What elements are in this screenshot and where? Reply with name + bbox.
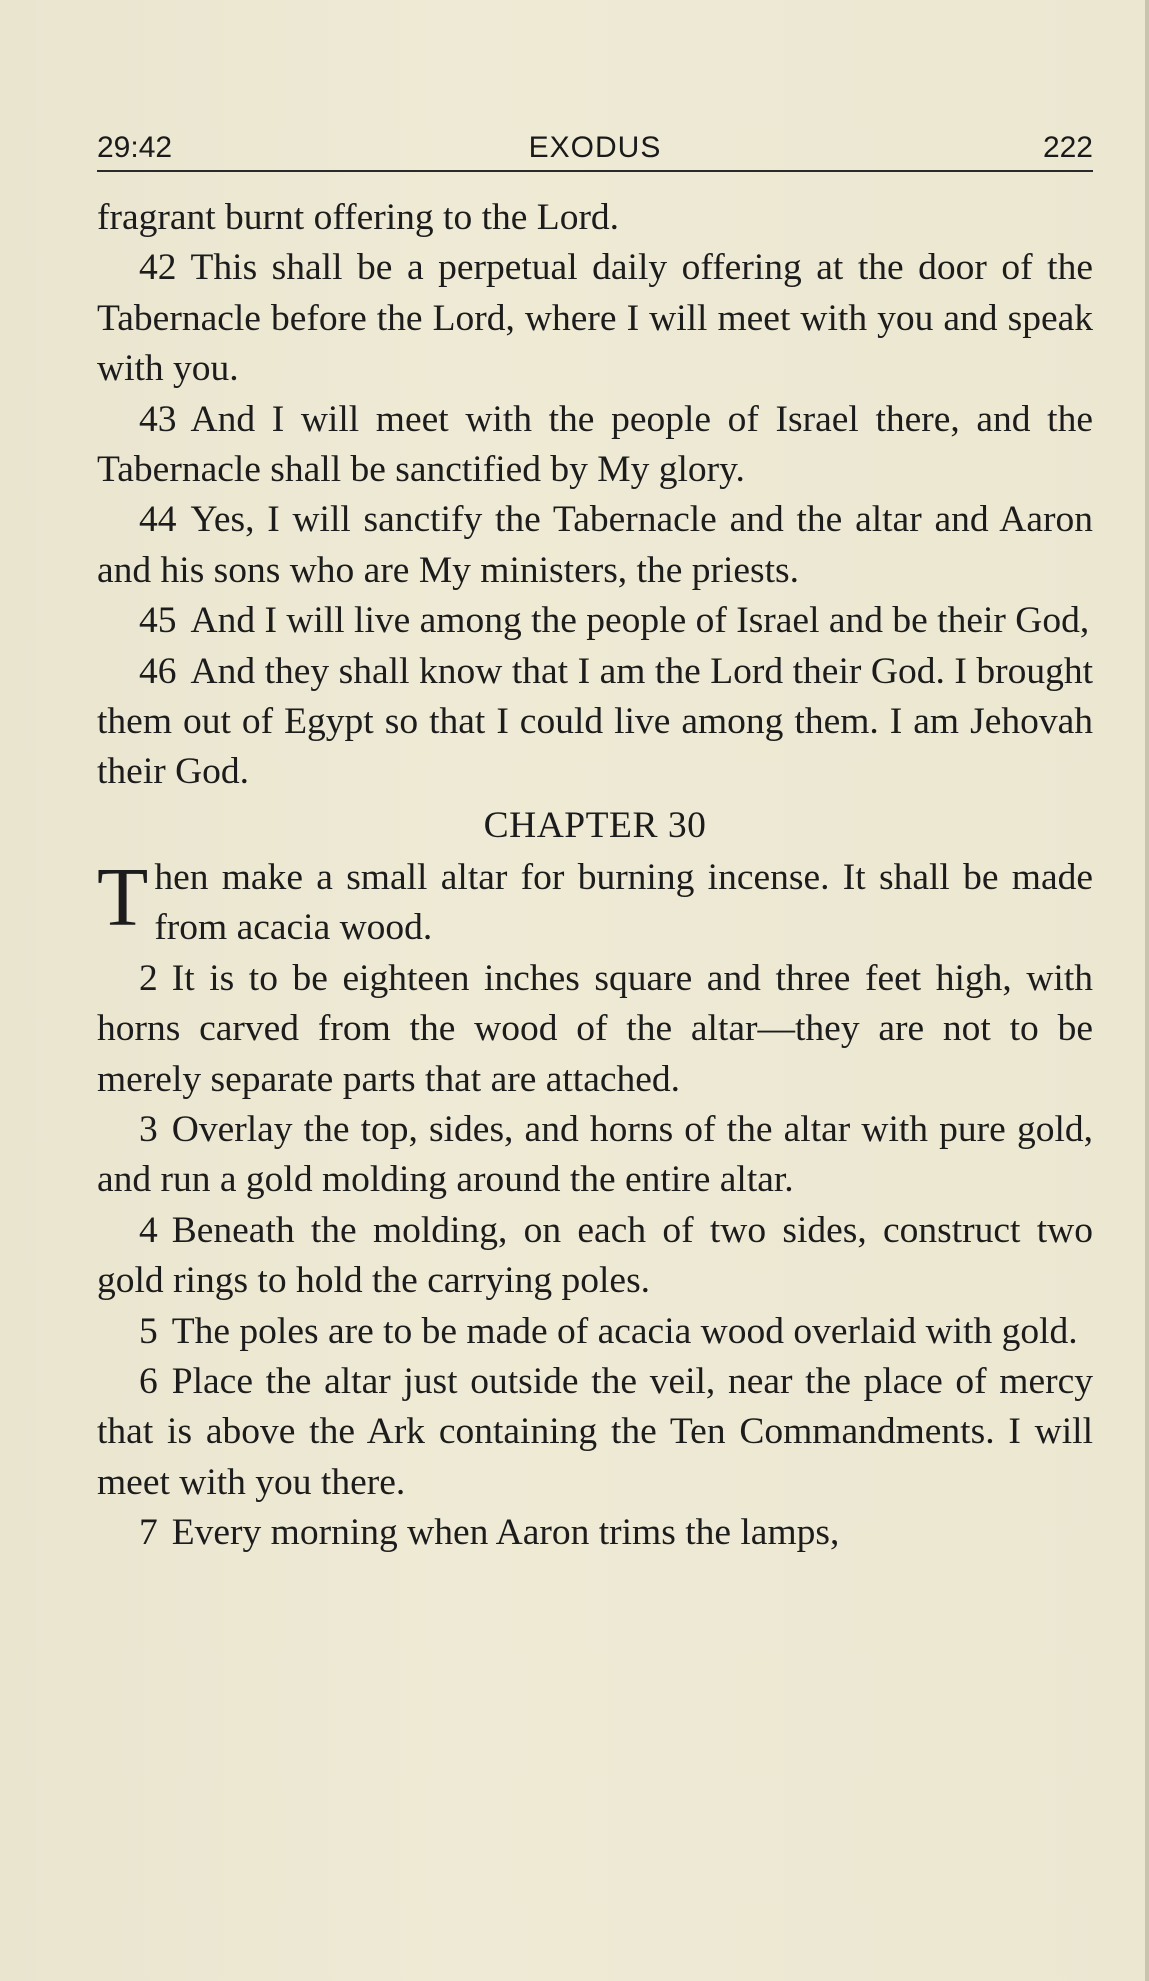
verse-text: And I will live among the people of Israel and be their God, bbox=[190, 600, 1090, 642]
verse-7 bbox=[97, 1508, 1093, 1558]
chapter-opening-text: hen make a small altar for burning incense. It shall be made from acacia wood. bbox=[154, 856, 1093, 949]
header-rule bbox=[97, 170, 1093, 172]
verse-42 bbox=[97, 243, 1093, 394]
verse-number: 4 bbox=[139, 1209, 158, 1251]
verse-6 bbox=[97, 1357, 1093, 1508]
verse-number: 45 bbox=[139, 600, 177, 642]
verse-text: Yes, I will sanctify the Tabernacle and the altar and Aaron and his sons who are My ministers, the priests. bbox=[97, 499, 1093, 591]
verse-4 bbox=[97, 1206, 1093, 1307]
verse-45 bbox=[97, 596, 1093, 646]
verse-text: Every morning when Aaron trims the lamps, bbox=[171, 1512, 840, 1554]
running-head bbox=[97, 126, 1093, 172]
verse-number: 6 bbox=[139, 1360, 158, 1402]
verse-text: Beneath the molding, on each of two sides, construct two gold rings to hold the carrying poles. bbox=[97, 1209, 1093, 1302]
verse-text: Place the altar just outside the veil, near the place of mercy that is above the Ark containing the Ten Commandments. I will meet with you there. bbox=[97, 1360, 1093, 1503]
verse-number: 5 bbox=[139, 1310, 158, 1352]
verse-5 bbox=[97, 1307, 1093, 1357]
verse-text: This shall be a perpetual daily offering at the door of the Tabernacle before the Lord, where I will meet with you and speak with you. bbox=[97, 247, 1093, 390]
verse-43 bbox=[97, 395, 1093, 496]
verse-text: Overlay the top, sides, and horns of the altar with pure gold, and run a gold molding around the entire altar. bbox=[97, 1108, 1093, 1201]
verse-46 bbox=[97, 647, 1093, 798]
page-edge bbox=[1145, 0, 1149, 1981]
verse-2 bbox=[97, 954, 1093, 1105]
verse-number: 46 bbox=[139, 650, 177, 692]
verse-number: 7 bbox=[139, 1512, 158, 1554]
verse-3 bbox=[97, 1105, 1093, 1206]
verse-44 bbox=[97, 495, 1093, 596]
continued-verse: fragrant burnt offering to the Lord. bbox=[97, 197, 620, 238]
verse-text: And I will meet with the people of Israel there, and the Tabernacle shall be sanctified by My glory. bbox=[97, 398, 1093, 491]
verse-number: 2 bbox=[139, 957, 158, 999]
chapter-heading: CHAPTER 30 bbox=[483, 804, 707, 846]
verse-text: And they shall know that I am the Lord their God. I brought them out of Egypt so that I could live among them. I am Jehovah their God. bbox=[97, 650, 1093, 793]
body-text bbox=[97, 193, 1093, 1559]
verse-text: The poles are to be made of acacia wood overlaid with gold. bbox=[171, 1310, 1078, 1352]
page-number: 222 bbox=[1042, 131, 1093, 164]
verse-number: 43 bbox=[139, 398, 177, 440]
verse-number: 3 bbox=[139, 1108, 158, 1150]
verse-number: 42 bbox=[139, 247, 177, 289]
drop-cap: T bbox=[97, 850, 149, 944]
chapter-verse-reference: 29:42 bbox=[97, 131, 173, 164]
verse-text: It is to be eighteen inches square and three feet high, with horns carved from the wood of the altar—they are not to be merely separate parts that are attached. bbox=[97, 957, 1093, 1100]
book-title: EXODUS bbox=[528, 131, 662, 164]
chapter-opening bbox=[97, 850, 1093, 954]
verse-number: 44 bbox=[139, 499, 177, 541]
